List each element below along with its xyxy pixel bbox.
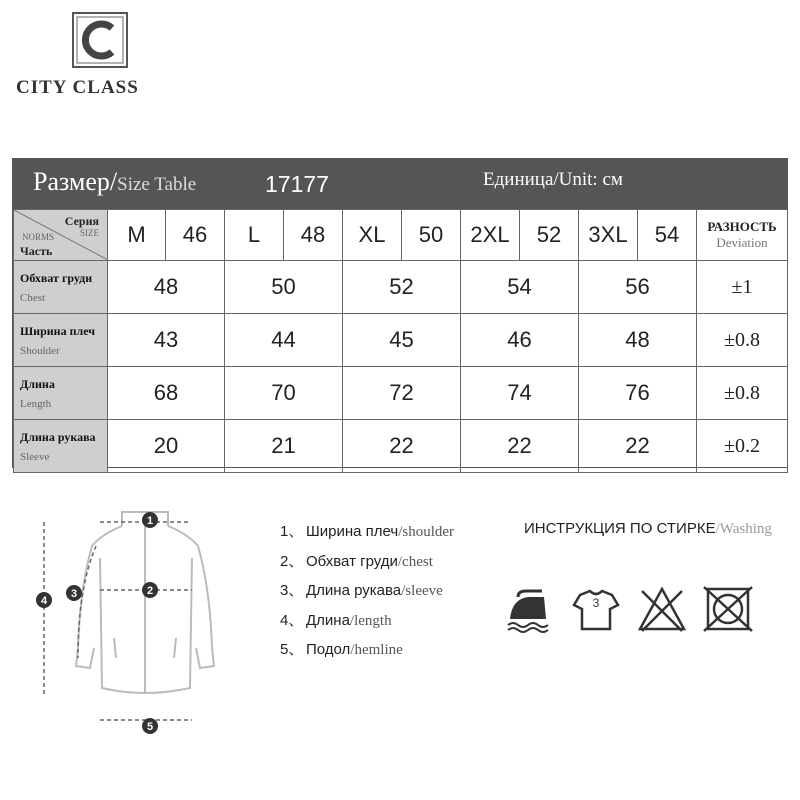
measure-cell: 52 bbox=[343, 261, 461, 314]
row-label bbox=[14, 261, 108, 314]
row-label-ru: Длина bbox=[20, 376, 55, 391]
marker-1 bbox=[142, 512, 158, 528]
row-label bbox=[14, 420, 108, 473]
legend-item: 2、 Обхват груди/chest bbox=[280, 552, 433, 570]
size-number: 50 bbox=[402, 210, 461, 261]
corner-size: SIZE bbox=[80, 228, 99, 238]
table-row bbox=[14, 314, 788, 367]
size-label: XL bbox=[343, 210, 402, 261]
measure-cell: 22 bbox=[343, 420, 461, 473]
measure-cell: 46 bbox=[461, 314, 579, 367]
legend-item: 5、 Подол/hemline bbox=[280, 641, 403, 658]
legend-item: 1、 Ширина плеч/shoulder bbox=[280, 523, 455, 540]
size-number: 48 bbox=[284, 210, 343, 261]
measure-cell: 76 bbox=[579, 367, 697, 420]
deviation-cell: ±0.2 bbox=[697, 420, 788, 473]
svg-text:3: 3 bbox=[70, 588, 78, 600]
size-number: 52 bbox=[520, 210, 579, 261]
row-label-en: Length bbox=[20, 397, 52, 410]
row-label-en: Shoulder bbox=[20, 344, 60, 357]
measure-cell: 20 bbox=[108, 420, 225, 473]
no-tumble-dry-icon bbox=[702, 585, 754, 633]
hand-wash-icon bbox=[570, 585, 622, 633]
measure-cell: 44 bbox=[225, 314, 343, 367]
deviation-header-en: Deviation bbox=[716, 235, 768, 250]
row-label bbox=[14, 367, 108, 420]
deviation-header bbox=[697, 210, 788, 261]
unit-label: Единица/Unit: см bbox=[483, 169, 623, 190]
measure-cell: 43 bbox=[108, 314, 225, 367]
jacket-outline-icon bbox=[76, 512, 214, 694]
svg-text:2: 2 bbox=[146, 585, 154, 597]
size-label: 2XL bbox=[461, 210, 520, 261]
measure-cell: 70 bbox=[225, 367, 343, 420]
logo-emblem-icon bbox=[74, 14, 126, 66]
measurement-legend bbox=[280, 520, 454, 668]
row-label-ru: Ширина плеч bbox=[20, 323, 96, 338]
measure-cell: 22 bbox=[461, 420, 579, 473]
size-label: L bbox=[225, 210, 284, 261]
table-title: Размер/Size Table bbox=[33, 167, 197, 196]
size-number: 46 bbox=[166, 210, 225, 261]
table-title-bar bbox=[13, 159, 787, 209]
marker-3 bbox=[66, 585, 82, 601]
jacket-diagram bbox=[30, 498, 250, 738]
measure-cell: 21 bbox=[225, 420, 343, 473]
washing-title: ИНСТРУКЦИЯ ПО СТИРКЕ/Washing bbox=[524, 520, 772, 537]
header-row bbox=[14, 210, 788, 261]
no-bleach-icon bbox=[636, 585, 688, 633]
corner-cell bbox=[14, 210, 108, 261]
size-number: 54 bbox=[638, 210, 697, 261]
measure-cell: 45 bbox=[343, 314, 461, 367]
deviation-header-ru: РАЗНОСТЬ bbox=[707, 219, 777, 234]
product-code: 17177 bbox=[265, 171, 329, 197]
measure-cell: 48 bbox=[579, 314, 697, 367]
iron-icon bbox=[504, 585, 556, 633]
marker-2 bbox=[142, 582, 158, 598]
measure-cell: 56 bbox=[579, 261, 697, 314]
row-label-en: Chest bbox=[20, 291, 46, 304]
svg-text:4: 4 bbox=[40, 595, 48, 607]
measure-cell: 48 bbox=[108, 261, 225, 314]
size-grid bbox=[13, 209, 788, 473]
deviation-cell: ±0.8 bbox=[697, 314, 788, 367]
row-label-ru: Обхват груди bbox=[20, 270, 93, 285]
size-table bbox=[12, 158, 788, 468]
svg-text:5: 5 bbox=[146, 721, 154, 733]
row-label-ru: Длина рукава bbox=[20, 429, 96, 444]
table-row bbox=[14, 261, 788, 314]
legend-item: 4、 Длина/length bbox=[280, 611, 392, 629]
table-row bbox=[14, 420, 788, 473]
svg-text:1: 1 bbox=[146, 515, 154, 527]
measure-cell: 72 bbox=[343, 367, 461, 420]
size-label: M bbox=[108, 210, 166, 261]
table-row bbox=[14, 367, 788, 420]
deviation-cell: ±1 bbox=[697, 261, 788, 314]
brand-name: CITY CLASS bbox=[16, 77, 139, 98]
corner-part: Часть bbox=[20, 244, 53, 258]
measure-cell: 68 bbox=[108, 367, 225, 420]
corner-seria: Серия bbox=[64, 214, 99, 228]
legend-item: 3、 Длина рукава/sleeve bbox=[280, 582, 443, 599]
measure-cell: 54 bbox=[461, 261, 579, 314]
row-label bbox=[14, 314, 108, 367]
measure-cell: 74 bbox=[461, 367, 579, 420]
svg-text:3: 3 bbox=[592, 596, 600, 610]
size-label: 3XL bbox=[579, 210, 638, 261]
measure-cell: 50 bbox=[225, 261, 343, 314]
measure-cell: 22 bbox=[579, 420, 697, 473]
deviation-cell: ±0.8 bbox=[697, 367, 788, 420]
row-label-en: Sleeve bbox=[20, 450, 50, 463]
logo bbox=[72, 12, 128, 68]
corner-norms: NORMS bbox=[22, 232, 55, 242]
marker-5 bbox=[142, 718, 158, 734]
marker-4 bbox=[36, 592, 52, 608]
